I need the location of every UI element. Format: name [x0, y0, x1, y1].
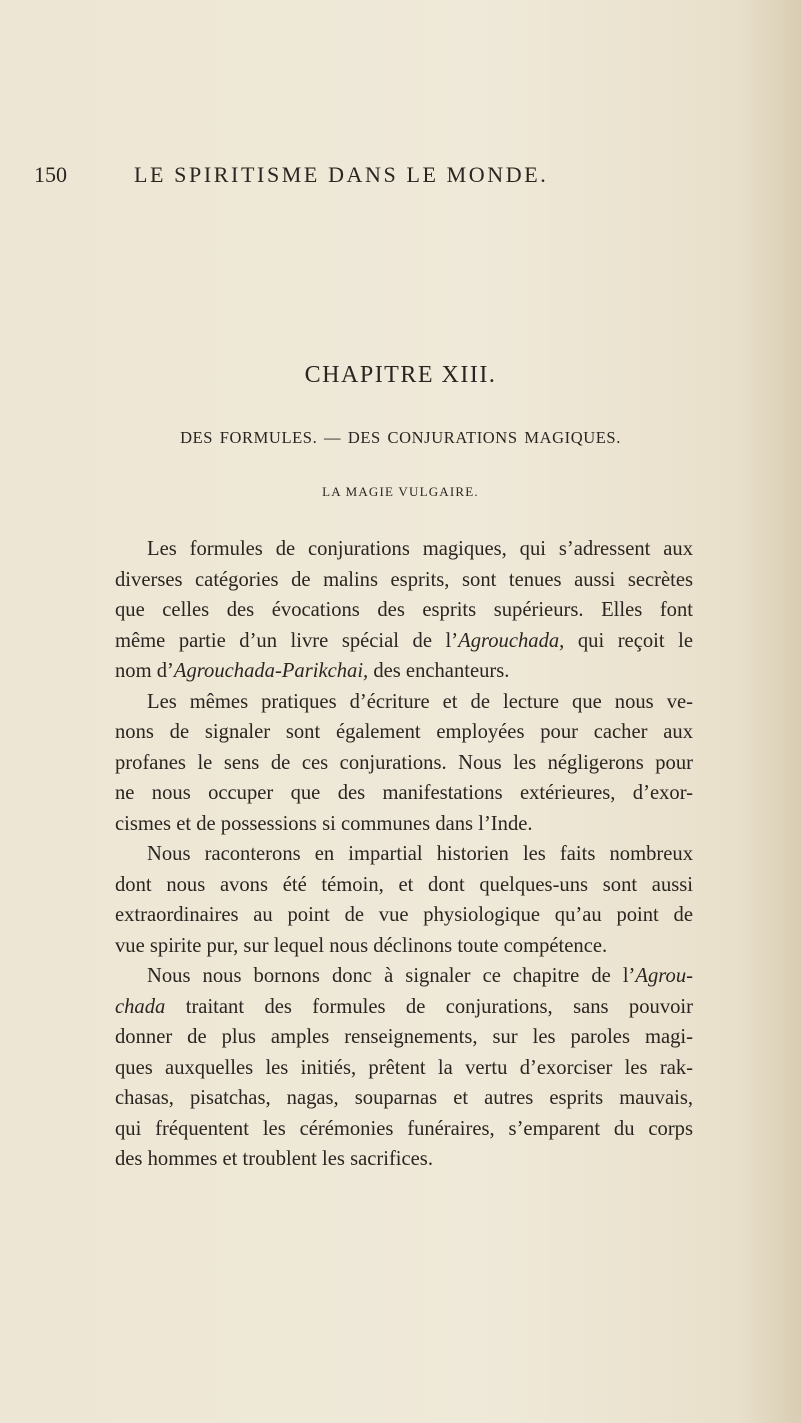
italic-title: Agrouchada, — [458, 629, 565, 652]
paragraph-3 — [115, 839, 693, 961]
text-line: des hommes et troublent les sacrifices. — [115, 1148, 433, 1170]
chapter-subtitle: DES FORMULES. — DES CONJURATIONS MAGIQUES. — [180, 428, 621, 447]
text-line: ne nous occuper que des manifestations extérieures, d’exor- — [115, 782, 693, 804]
text-line: Nous raconterons en impartial historien les faits nombreux — [147, 843, 693, 865]
text-line: cismes et de possessions si communes dans l’Inde. — [115, 812, 533, 835]
text-line: Les mêmes pratiques d’écriture et de lecture que nous ve- — [147, 690, 693, 713]
text-line: dont nous avons été témoin, et dont quelques-uns sont aussi — [115, 873, 693, 896]
running-head: LE SPIRITISME DANS LE MONDE. — [134, 162, 549, 187]
text-fragment: nom d’ — [115, 660, 174, 682]
text-line: extraordinaires au point de vue physiologique qu’au point de — [115, 904, 693, 926]
text-line: diverses catégories de malins esprits, sont tenues aussi secrètes — [115, 568, 693, 591]
page-header — [0, 162, 801, 192]
text-line: Les formules de conjurations magiques, qui s’adressent aux — [147, 538, 693, 560]
paragraph-2 — [115, 687, 693, 840]
text-line — [115, 992, 693, 1023]
text-line: chasas, pisatchas, nagas, souparnas et autres esprits mauvais, — [115, 1087, 693, 1109]
text-fragment: même partie d’un livre spécial de l’ — [115, 629, 459, 652]
paragraph-4 — [115, 961, 693, 1175]
text-line — [115, 961, 693, 992]
text-line: donner de plus amples renseignements, sur les paroles magi- — [115, 1026, 693, 1048]
text-line: que celles des évocations des esprits supérieurs. Elles font — [115, 599, 693, 621]
body-text — [115, 534, 693, 1175]
text-line: qui fréquentent les cérémonies funéraires, s’emparent du corps — [115, 1117, 693, 1140]
chapter-title: CHAPITRE XIII. — [304, 362, 497, 388]
text-fragment: des enchanteurs. — [368, 660, 510, 682]
text-line — [115, 626, 693, 657]
italic-title: Agrou- — [635, 965, 693, 987]
italic-title: chada — [115, 995, 166, 1018]
text-fragment: traitant des formules de conjurations, sans pouvoir — [165, 995, 693, 1018]
text-line: vue spirite pur, sur lequel nous déclinons toute compétence. — [115, 934, 608, 957]
text-line: ques auxquelles les initiés, prêtent la vertu d’exorciser les rak- — [115, 1056, 693, 1079]
italic-title: Agrouchada-Parikchai, — [173, 660, 369, 682]
text-fragment: qui reçoit le — [564, 629, 693, 652]
section-heading: LA MAGIE VULGAIRE. — [322, 484, 479, 499]
text-line: profanes le sens de ces conjurations. Nous les négligerons pour — [115, 751, 693, 774]
text-line — [115, 656, 693, 687]
page-number: 150 — [34, 162, 67, 187]
text-fragment: Nous nous bornons donc à signaler ce chapitre de l’ — [147, 965, 636, 987]
paragraph-1 — [115, 534, 693, 687]
text-line: nons de signaler sont également employées pour cacher aux — [115, 721, 693, 743]
